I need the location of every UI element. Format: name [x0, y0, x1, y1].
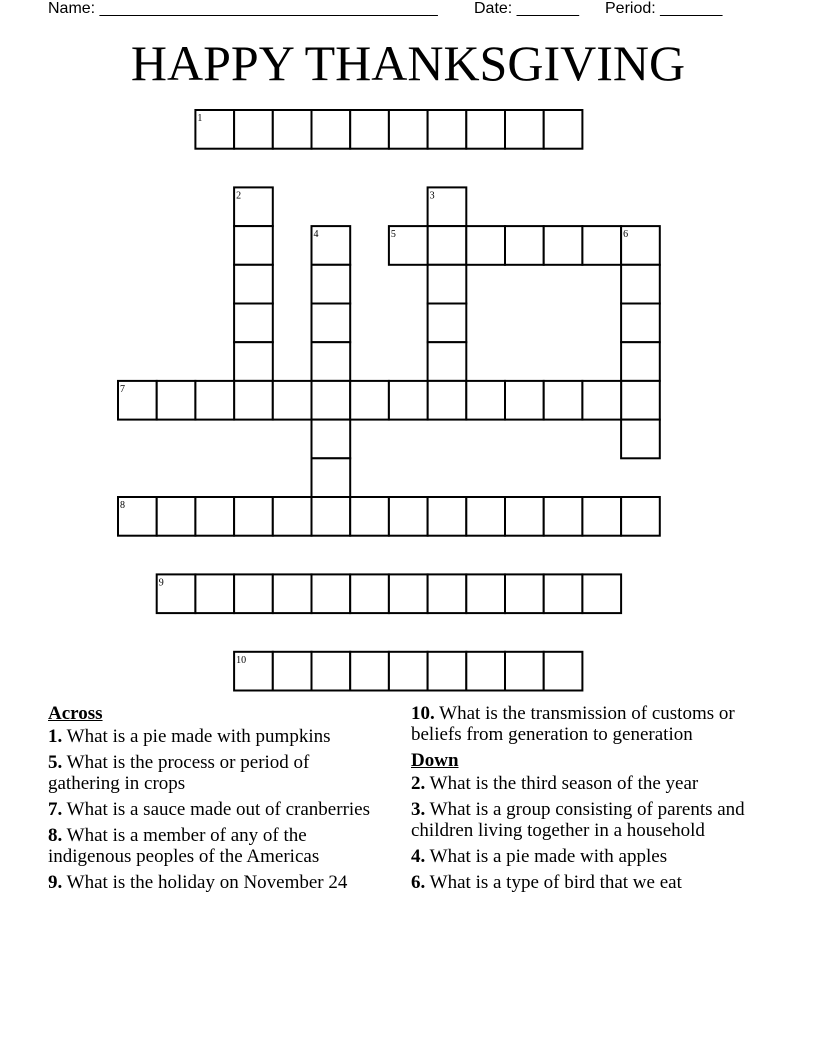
grid-cell[interactable] — [234, 226, 273, 265]
grid-cell[interactable] — [466, 381, 505, 420]
grid-cell[interactable] — [312, 652, 351, 691]
grid-cell[interactable] — [312, 420, 351, 459]
clue-number: 1. — [48, 726, 63, 747]
grid-cell[interactable] — [428, 226, 467, 265]
cell-number: 2 — [236, 190, 242, 202]
grid-cell[interactable] — [428, 574, 467, 613]
clue-across-9 — [48, 872, 378, 893]
clue-column-right — [411, 703, 771, 898]
grid-cell[interactable] — [582, 574, 621, 613]
clue-text: What is a group consisting of parents and children living together in a household — [411, 799, 745, 841]
grid-cell[interactable] — [505, 497, 544, 536]
cell-number: 1 — [197, 113, 203, 124]
clue-text: What is a member of any of the indigenous peoples of the Americas — [48, 825, 320, 867]
down-heading: Down — [411, 750, 459, 771]
grid-cell[interactable] — [312, 497, 351, 536]
grid-cell[interactable] — [544, 226, 583, 265]
grid-cell[interactable] — [350, 381, 389, 420]
grid-cell[interactable] — [195, 497, 234, 536]
clue-down-6 — [411, 872, 771, 893]
grid-cell[interactable] — [505, 381, 544, 420]
grid-cell[interactable] — [350, 574, 389, 613]
clue-across-1 — [48, 726, 378, 747]
cell-number: 6 — [623, 229, 629, 241]
grid-cell[interactable] — [234, 265, 273, 304]
grid-cell[interactable] — [350, 110, 389, 149]
grid-cell[interactable] — [544, 574, 583, 613]
cell-number: 9 — [158, 577, 164, 589]
clue-across-7 — [48, 799, 378, 820]
clue-text: What is a sauce made out of cranberries — [66, 799, 371, 820]
name-line[interactable]: Name: ______________________________________ — [48, 0, 438, 17]
grid-cell[interactable] — [312, 265, 351, 304]
grid-cell[interactable] — [234, 110, 273, 149]
grid-cell[interactable] — [582, 381, 621, 420]
grid-cell[interactable] — [312, 381, 351, 420]
cell-number: 8 — [120, 500, 125, 511]
grid-cell[interactable] — [582, 497, 621, 536]
clue-text: What is a pie made with pumpkins — [66, 726, 331, 747]
grid-cell[interactable] — [428, 110, 467, 149]
clue-text: What is the holiday on November 24 — [66, 872, 348, 893]
grid-cell[interactable] — [466, 110, 505, 149]
grid-cell[interactable] — [466, 652, 505, 691]
grid-cell[interactable] — [466, 497, 505, 536]
page-title: HAPPY THANKSGIVING — [130, 35, 686, 91]
grid-cell[interactable] — [621, 420, 660, 459]
cell-number: 10 — [236, 654, 247, 666]
grid-cell[interactable] — [195, 574, 234, 613]
period-line[interactable]: Period: _______ — [605, 0, 723, 17]
clue-text: What is a pie made with apples — [429, 846, 668, 867]
grid-cell[interactable] — [273, 381, 312, 420]
grid-cell[interactable] — [428, 304, 467, 343]
date-line[interactable]: Date: _______ — [474, 0, 579, 17]
clue-text: What is the transmission of customs or beliefs from generation to generation — [411, 703, 735, 745]
grid-cell[interactable] — [428, 497, 467, 536]
grid-cell[interactable] — [312, 342, 351, 381]
cell-number: 7 — [120, 383, 125, 395]
clue-text: What is the process or period of gathering in crops — [48, 752, 310, 794]
clue-number: 10. — [411, 703, 435, 724]
clue-down-3 — [411, 799, 771, 841]
grid-cell[interactable] — [389, 574, 428, 613]
grid-cell[interactable] — [312, 574, 351, 613]
grid-cell[interactable] — [350, 652, 389, 691]
grid-cell[interactable] — [621, 265, 660, 304]
cell-number: 4 — [313, 229, 319, 241]
clue-across-5 — [48, 752, 378, 794]
grid-cell[interactable] — [544, 381, 583, 420]
grid-cell[interactable] — [544, 652, 583, 691]
grid-cell[interactable] — [428, 265, 467, 304]
grid-cell[interactable] — [428, 652, 467, 691]
clue-number: 6. — [411, 872, 426, 893]
grid-cell[interactable] — [428, 342, 467, 381]
clue-number: 3. — [411, 799, 426, 820]
clue-down-4 — [411, 846, 771, 867]
across-heading: Across — [48, 703, 103, 724]
clue-across-8 — [48, 825, 378, 867]
grid-cell[interactable] — [621, 342, 660, 381]
grid-cell[interactable] — [389, 110, 428, 149]
clue-number: 2. — [411, 773, 426, 794]
clue-number: 4. — [411, 846, 426, 867]
grid-cell[interactable] — [273, 110, 312, 149]
grid-cell[interactable] — [312, 110, 351, 149]
grid-cell[interactable] — [389, 381, 428, 420]
grid-cell[interactable] — [544, 110, 583, 149]
grid-cell[interactable] — [466, 226, 505, 265]
grid-cell[interactable] — [273, 652, 312, 691]
grid-cell[interactable] — [621, 304, 660, 343]
clue-down-2 — [411, 773, 771, 794]
grid-cell[interactable] — [234, 497, 273, 536]
grid-cell[interactable] — [505, 574, 544, 613]
grid-cell[interactable] — [621, 497, 660, 536]
cell-number: 3 — [429, 190, 435, 202]
cell-number: 5 — [390, 229, 396, 241]
grid-cell[interactable] — [234, 342, 273, 381]
grid-cell[interactable] — [389, 652, 428, 691]
grid-cell[interactable] — [621, 381, 660, 420]
grid-cell[interactable] — [505, 226, 544, 265]
grid-cell[interactable] — [505, 652, 544, 691]
grid-cell[interactable] — [234, 381, 273, 420]
grid-cell[interactable] — [273, 497, 312, 536]
grid-cell[interactable] — [157, 381, 196, 420]
clue-number: 9. — [48, 872, 63, 893]
clue-text: What is a type of bird that we eat — [429, 872, 682, 893]
grid-cell[interactable] — [350, 497, 389, 536]
grid-cell[interactable] — [312, 458, 351, 497]
grid-cell[interactable] — [389, 497, 428, 536]
grid-cell[interactable] — [582, 226, 621, 265]
grid-cell[interactable] — [544, 497, 583, 536]
clue-text: What is the third season of the year — [429, 773, 699, 794]
clue-across-10 — [411, 703, 771, 745]
clue-number: 7. — [48, 799, 63, 820]
clue-number: 5. — [48, 752, 63, 773]
grid-cell[interactable] — [273, 574, 312, 613]
grid-cell[interactable] — [157, 497, 196, 536]
grid-cell[interactable] — [234, 574, 273, 613]
grid-cell[interactable] — [505, 110, 544, 149]
grid-cell[interactable] — [234, 304, 273, 343]
grid-cell[interactable] — [428, 381, 467, 420]
clue-column-left — [48, 703, 378, 898]
grid-cell[interactable] — [466, 574, 505, 613]
clue-number: 8. — [48, 825, 63, 846]
grid-cell[interactable] — [312, 304, 351, 343]
grid-cell[interactable] — [195, 381, 234, 420]
